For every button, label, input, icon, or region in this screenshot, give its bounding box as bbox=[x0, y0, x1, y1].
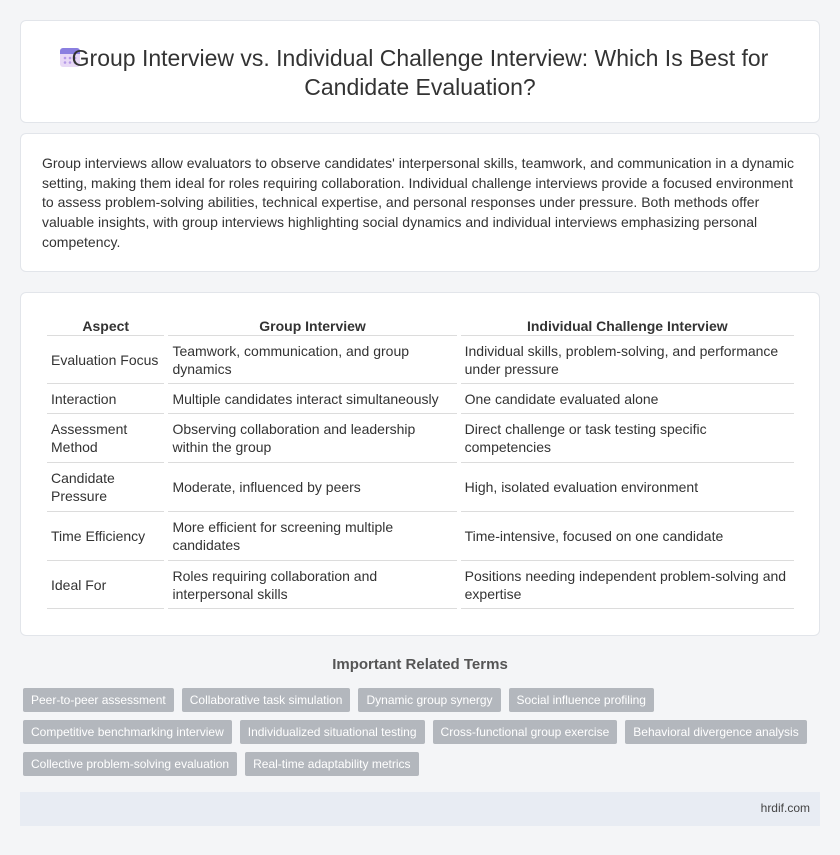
table-cell-individual: Direct challenge or task testing specific competencies bbox=[461, 414, 794, 463]
table-header-row bbox=[47, 314, 794, 336]
table-cell-aspect: Time Efficiency bbox=[47, 512, 164, 561]
related-term-tag[interactable]: Cross-functional group exercise bbox=[433, 720, 618, 744]
intro-card bbox=[20, 133, 820, 272]
intro-paragraph: Group interviews allow evaluators to observe candidates' interpersonal skills, teamwork, and communication in a dynamic setting, making them ideal for roles requiring collaboration. Individual challenge interviews provide a focused environment to assess problem-solving abilities, technical expertise, and personal responses under pressure. Both methods offer valuable insights, with group interviews highlighting social dynamics and individual interviews emphasizing personal competency. bbox=[42, 155, 795, 250]
column-header-group: Group Interview bbox=[168, 314, 456, 336]
table-cell-individual: Time-intensive, focused on one candidate bbox=[461, 512, 794, 561]
related-term-tag[interactable]: Competitive benchmarking interview bbox=[23, 720, 232, 744]
table-cell-individual: Individual skills, problem-solving, and performance under pressure bbox=[461, 336, 794, 384]
related-term-tag[interactable]: Collaborative task simulation bbox=[182, 688, 351, 712]
related-term-tag[interactable]: Individualized situational testing bbox=[240, 720, 425, 744]
table-row bbox=[47, 414, 794, 463]
table-cell-group: Teamwork, communication, and group dynamics bbox=[168, 336, 456, 384]
related-term-tag[interactable]: Real-time adaptability metrics bbox=[245, 752, 418, 776]
table-cell-aspect: Interaction bbox=[47, 384, 164, 414]
table-cell-aspect: Candidate Pressure bbox=[47, 463, 164, 512]
table-row bbox=[47, 384, 794, 414]
related-term-tag[interactable]: Collective problem-solving evaluation bbox=[23, 752, 237, 776]
table-row bbox=[47, 463, 794, 512]
related-term-tag[interactable]: Peer-to-peer assessment bbox=[23, 688, 174, 712]
footer-site-link[interactable]: hrdif.com bbox=[760, 801, 810, 815]
related-term-tag[interactable]: Dynamic group synergy bbox=[358, 688, 500, 712]
related-terms-heading: Important Related Terms bbox=[332, 656, 508, 673]
related-term-tag[interactable]: Social influence profiling bbox=[509, 688, 654, 712]
comparison-table-card bbox=[20, 292, 820, 636]
table-cell-individual: Positions needing independent problem-solving and expertise bbox=[461, 561, 794, 609]
table-cell-group: Roles requiring collaboration and interpersonal skills bbox=[168, 561, 456, 609]
page-title: Group Interview vs. Individual Challenge Interview: Which Is Best for Candidate Evaluation? bbox=[71, 45, 769, 100]
table-cell-aspect: Ideal For bbox=[47, 561, 164, 609]
column-header-individual: Individual Challenge Interview bbox=[461, 314, 794, 336]
table-cell-individual: High, isolated evaluation environment bbox=[461, 463, 794, 512]
table-cell-aspect: Evaluation Focus bbox=[47, 336, 164, 384]
table-row bbox=[47, 336, 794, 384]
related-terms-list bbox=[23, 688, 823, 784]
related-term-tag[interactable]: Behavioral divergence analysis bbox=[625, 720, 806, 744]
table-cell-aspect: Assessment Method bbox=[47, 414, 164, 463]
table-cell-group: Moderate, influenced by peers bbox=[168, 463, 456, 512]
column-header-aspect: Aspect bbox=[47, 314, 164, 336]
footer bbox=[20, 792, 820, 826]
table-cell-group: Observing collaboration and leadership within the group bbox=[168, 414, 456, 463]
table-row bbox=[47, 512, 794, 561]
title-card bbox=[20, 20, 820, 123]
table-row bbox=[47, 561, 794, 609]
table-cell-individual: One candidate evaluated alone bbox=[461, 384, 794, 414]
comparison-table bbox=[43, 314, 798, 609]
table-cell-group: Multiple candidates interact simultaneously bbox=[168, 384, 456, 414]
table-cell-group: More efficient for screening multiple candidates bbox=[168, 512, 456, 561]
